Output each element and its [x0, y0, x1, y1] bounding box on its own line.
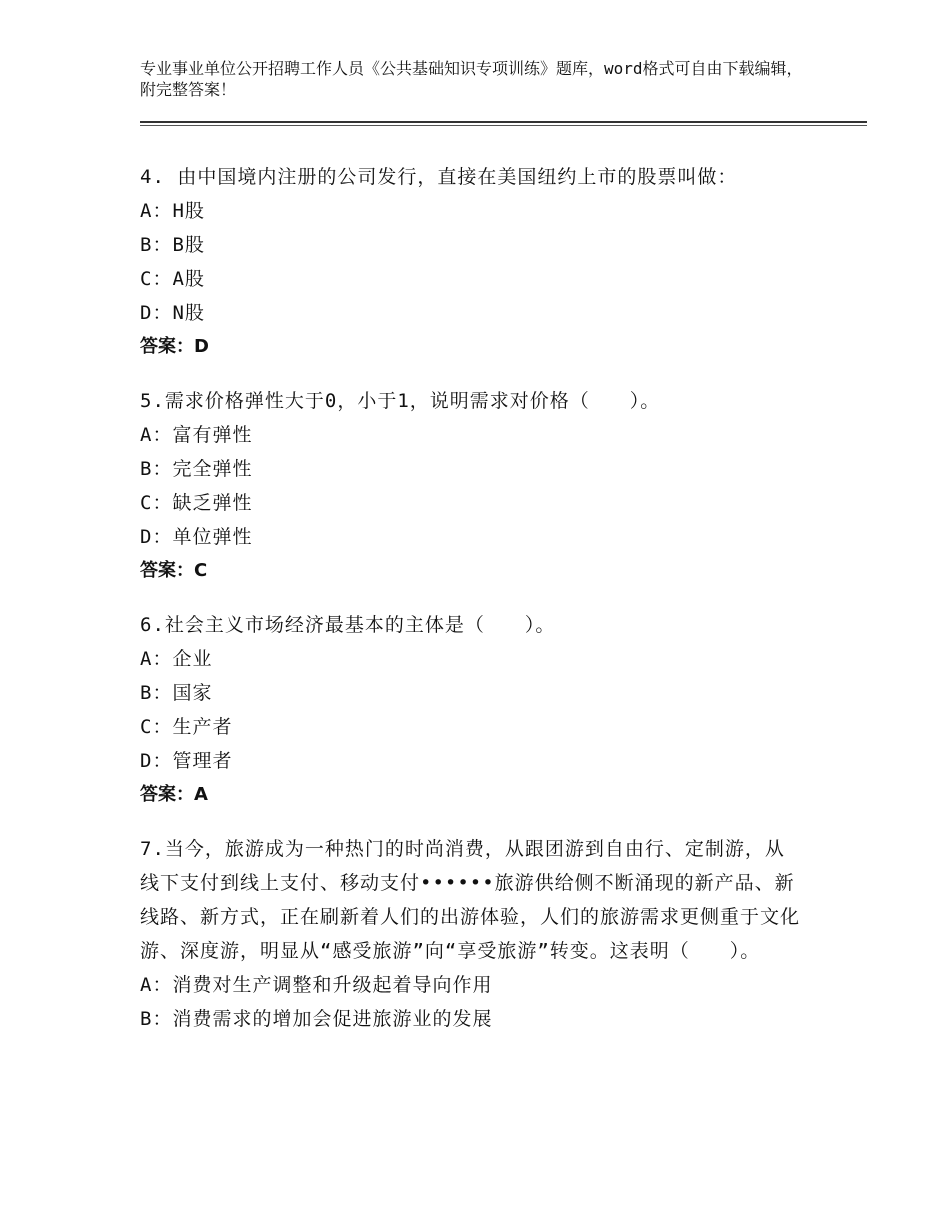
- option-c: C：A股: [140, 268, 205, 290]
- option-c: C：生产者: [140, 716, 233, 738]
- header-rule-thick: [140, 121, 867, 123]
- question-list: [140, 160, 840, 1056]
- option-b: B：完全弹性: [140, 458, 253, 480]
- option-b: B：国家: [140, 682, 213, 704]
- option-a: A：消费对生产调整和升级起着导向作用: [140, 974, 493, 996]
- question-6: [140, 608, 840, 812]
- question-stem: 7.当今，旅游成为一种热门的时尚消费，从跟团游到自由行、定制游，从线下支付到线上支付、移动支付••••••旅游供给侧不断涌现的新产品、新线路、新方式，正在刷新着人们的出游体验，人们的旅游需求更侧重于文化游、深度游，明显从“感受旅游”向“享受旅游”转变。这表明（ ）。: [140, 838, 801, 962]
- option-d: D：N股: [140, 302, 205, 324]
- answer-label: 答案：D: [140, 336, 209, 357]
- option-a: A：富有弹性: [140, 424, 253, 446]
- question-5: [140, 384, 840, 588]
- question-stem: 5.需求价格弹性大于0，小于1，说明需求对价格（ ）。: [140, 390, 661, 412]
- document-header: 专业事业单位公开招聘工作人员《公共基础知识专项训练》题库，word格式可自由下载编辑，附完整答案！: [140, 59, 803, 99]
- question-stem: 6.社会主义市场经济最基本的主体是（ ）。: [140, 614, 556, 636]
- option-c: C：缺乏弹性: [140, 492, 253, 514]
- option-d: D：单位弹性: [140, 526, 253, 548]
- header-rule-thin: [140, 125, 867, 126]
- question-stem: 4. 由中国境内注册的公司发行，直接在美国纽约上市的股票叫做：: [140, 166, 738, 188]
- option-a: A：H股: [140, 200, 205, 222]
- answer-label: 答案：C: [140, 560, 208, 581]
- option-b: B：消费需求的增加会促进旅游业的发展: [140, 1008, 493, 1030]
- option-b: B：B股: [140, 234, 205, 256]
- answer-label: 答案：A: [140, 784, 208, 805]
- question-7: [140, 832, 840, 1036]
- option-a: A：企业: [140, 648, 213, 670]
- option-d: D：管理者: [140, 750, 233, 772]
- question-4: [140, 160, 840, 364]
